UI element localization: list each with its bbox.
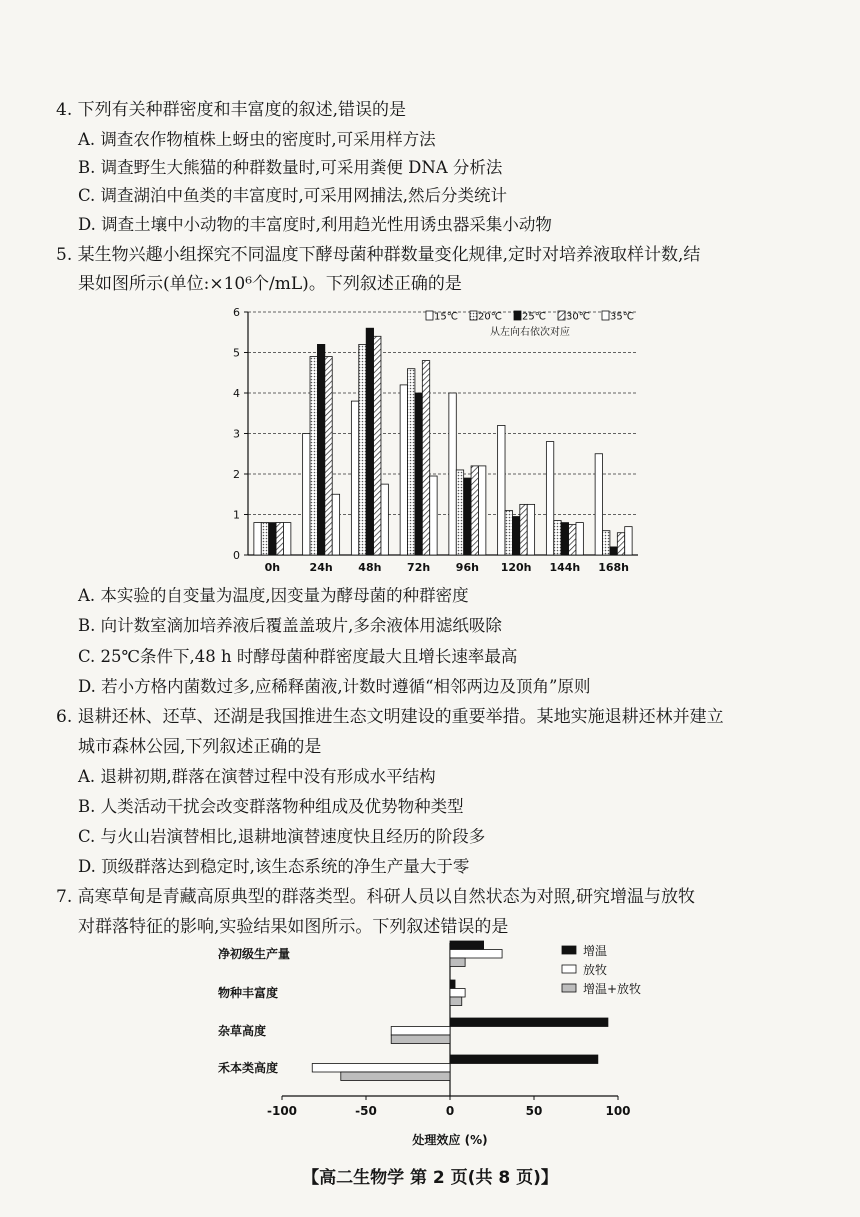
legend-label: 30℃	[566, 311, 590, 323]
bar-25℃-48h	[366, 328, 373, 555]
bar-35℃-0h	[283, 523, 290, 555]
x-tick-label: 48h	[358, 561, 382, 574]
bar-25℃-120h	[512, 517, 519, 555]
bar-25℃-24h	[317, 344, 324, 555]
bar-增温-净初级生产量	[450, 941, 484, 950]
bar-35℃-120h	[527, 504, 534, 555]
legend-label: 放牧	[583, 963, 608, 977]
q5-option-b: B. 向计数室滴加培养液后覆盖盖玻片,多余液体用滤纸吸除	[78, 616, 502, 635]
category-label: 杂草高度	[218, 1024, 267, 1038]
q4-option-a: A. 调查农作物植株上蚜虫的密度时,可采用样方法	[78, 130, 436, 149]
bar-增温-禾本类高度	[450, 1055, 598, 1064]
legend-swatch	[426, 311, 433, 320]
bar-30℃-72h	[422, 361, 429, 555]
bar-15℃-96h	[449, 393, 456, 555]
treatment-effect-chart	[200, 938, 680, 1153]
x-tick-label: -100	[266, 1104, 298, 1118]
legend-swatch	[470, 311, 477, 320]
bar-15℃-0h	[254, 523, 261, 555]
legend-swatch	[558, 311, 565, 320]
q6-option-a: A. 退耕初期,群落在演替过程中没有形成水平结构	[78, 767, 436, 786]
legend-swatch	[514, 311, 521, 320]
bar-放牧-禾本类高度	[312, 1064, 450, 1073]
bar-25℃-168h	[610, 547, 617, 555]
x-tick-label: 100	[605, 1104, 631, 1118]
legend-label: 增温+放牧	[583, 982, 642, 996]
bar-30℃-96h	[471, 466, 478, 555]
bar-35℃-168h	[625, 527, 632, 555]
x-tick-label: 120h	[500, 561, 532, 574]
legend-label: 25℃	[522, 311, 546, 323]
y-tick-label: 0	[233, 549, 240, 562]
q5-option-d: D. 若小方格内菌数过多,应稀释菌液,计数时遵循“相邻两边及顶角”原则	[78, 677, 591, 696]
q4-option-d: D. 调查土壤中小动物的丰富度时,利用趋光性用诱虫器采集小动物	[78, 215, 552, 234]
bar-25℃-144h	[561, 523, 568, 555]
x-tick-label: 24h	[309, 561, 333, 574]
bar-20℃-96h	[456, 470, 463, 555]
x-tick-label: 96h	[455, 561, 479, 574]
q6-stem-line2: 城市森林公园,下列叙述正确的是	[78, 737, 322, 757]
q7-stem-line1: 7. 高寒草甸是青藏高原典型的群落类型。科研人员以自然状态为对照,研究增温与放牧	[56, 887, 696, 907]
x-axis-label: 处理效应 (%)	[412, 1133, 488, 1147]
bar-20℃-24h	[310, 357, 317, 555]
x-tick-label: 0h	[264, 561, 281, 574]
y-tick-label: 3	[233, 427, 240, 441]
x-tick-label: 168h	[598, 561, 630, 574]
category-label: 物种丰富度	[218, 986, 279, 1000]
x-tick-label: -50	[355, 1104, 377, 1118]
q5-stem-line2: 果如图所示(单位:×10⁶个/mL)。下列叙述正确的是	[78, 274, 462, 294]
bar-15℃-72h	[400, 385, 407, 555]
x-tick-label: 50	[525, 1104, 543, 1118]
bar-15℃-144h	[546, 442, 553, 555]
bar-增温+放牧-禾本类高度	[341, 1072, 450, 1081]
bar-20℃-120h	[505, 510, 512, 555]
y-tick-label: 6	[233, 306, 240, 319]
category-label: 禾本类高度	[218, 1061, 279, 1075]
bar-20℃-168h	[603, 531, 610, 555]
bar-增温-杂草高度	[450, 1018, 608, 1027]
bar-30℃-48h	[374, 336, 381, 555]
legend-label: 15℃	[434, 311, 458, 323]
x-tick-label: 144h	[549, 561, 581, 574]
bar-15℃-48h	[351, 401, 358, 555]
x-tick-label: 72h	[407, 561, 431, 574]
bar-30℃-24h	[325, 357, 332, 555]
bar-20℃-0h	[261, 523, 268, 555]
y-tick-label: 4	[233, 387, 240, 400]
bar-35℃-96h	[478, 466, 485, 555]
yeast-population-chart	[220, 300, 650, 590]
bar-25℃-0h	[269, 523, 276, 555]
q7-stem-line2: 对群落特征的影响,实验结果如图所示。下列叙述错误的是	[78, 917, 509, 937]
bar-35℃-72h	[430, 476, 437, 555]
bar-增温+放牧-净初级生产量	[450, 958, 465, 967]
bar-放牧-物种丰富度	[450, 989, 465, 998]
bar-30℃-168h	[617, 533, 624, 555]
bar-35℃-144h	[576, 523, 583, 555]
legend-note: 从左向右依次对应	[490, 327, 570, 338]
bar-增温-物种丰富度	[450, 980, 455, 989]
legend-swatch	[562, 946, 576, 954]
legend-swatch	[602, 311, 609, 320]
legend-label: 35℃	[610, 311, 634, 323]
bar-15℃-168h	[595, 454, 602, 555]
q6-stem-line1: 6. 退耕还林、还草、还湖是我国推进生态文明建设的重要举措。某地实施退耕还林并建立	[56, 707, 724, 727]
bar-放牧-杂草高度	[391, 1027, 450, 1036]
q4-option-c: C. 调查湖泊中鱼类的丰富度时,可采用网捕法,然后分类统计	[78, 186, 508, 205]
bar-30℃-120h	[520, 504, 527, 555]
bar-30℃-0h	[276, 523, 283, 555]
q6-option-d: D. 顶级群落达到稳定时,该生态系统的净生产量大于零	[78, 857, 470, 876]
bar-20℃-48h	[359, 344, 366, 555]
q5-option-c: C. 25℃条件下,48 h 时酵母菌种群密度最大且增长速率最高	[78, 647, 518, 666]
q5-stem-line1: 5. 某生物兴趣小组探究不同温度下酵母菌种群数量变化规律,定时对培养液取样计数,结	[56, 245, 701, 265]
bar-20℃-72h	[408, 369, 415, 555]
bar-15℃-24h	[303, 434, 310, 556]
q6-option-c: C. 与火山岩演替相比,退耕地演替速度快且经历的阶段多	[78, 827, 486, 846]
bar-35℃-24h	[332, 494, 339, 555]
bar-25℃-96h	[464, 478, 471, 555]
page-footer: 【高二生物学 第 2 页(共 8 页)】	[302, 1168, 558, 1188]
q4-option-b: B. 调查野生大熊猫的种群数量时,可采用粪便 DNA 分析法	[78, 158, 503, 177]
bar-30℃-144h	[569, 525, 576, 555]
legend-label: 20℃	[478, 311, 502, 323]
bar-20℃-144h	[554, 521, 561, 555]
legend-swatch	[562, 984, 576, 992]
q4-stem: 4. 下列有关种群密度和丰富度的叙述,错误的是	[56, 100, 407, 120]
bar-25℃-72h	[415, 393, 422, 555]
y-tick-label: 1	[233, 508, 240, 522]
x-tick-label: 0	[445, 1104, 455, 1118]
bar-增温+放牧-物种丰富度	[450, 997, 462, 1006]
bar-增温+放牧-杂草高度	[391, 1035, 450, 1044]
q6-option-b: B. 人类活动干扰会改变群落物种组成及优势物种类型	[78, 797, 464, 816]
legend-swatch	[562, 965, 576, 973]
bar-15℃-120h	[498, 425, 505, 555]
y-tick-label: 2	[233, 468, 240, 481]
bar-35℃-48h	[381, 484, 388, 555]
q5-option-a: A. 本实验的自变量为温度,因变量为酵母菌的种群密度	[78, 586, 469, 605]
bar-放牧-净初级生产量	[450, 950, 502, 959]
y-tick-label: 5	[233, 346, 240, 360]
category-label: 净初级生产量	[218, 947, 291, 961]
legend-label: 增温	[583, 944, 608, 958]
